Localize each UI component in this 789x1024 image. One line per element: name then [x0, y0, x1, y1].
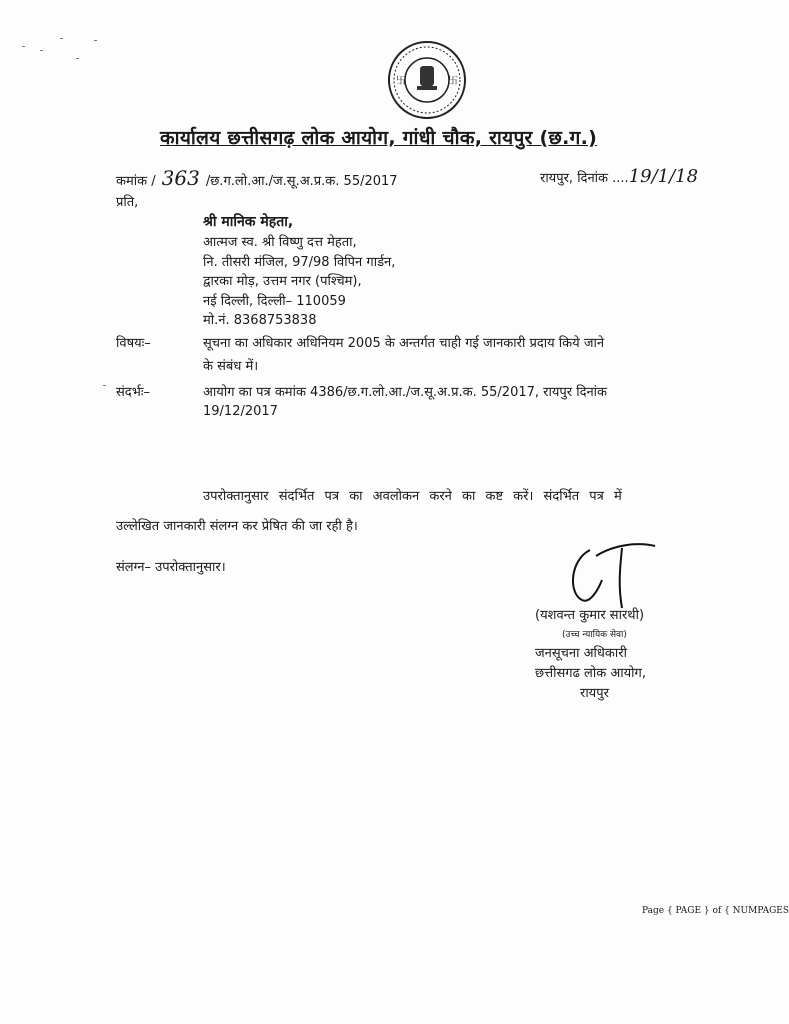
subject-label: विषयः– — [116, 336, 151, 351]
signatory-city: रायपुर — [580, 686, 609, 701]
svg-text:卐: 卐 — [396, 76, 406, 87]
commission-seal — [387, 40, 467, 120]
subject-line-1: सूचना का अधिकार अधिनियम 2005 के अन्तर्गत चाही गई जानकारी प्रदाय किये जाने — [203, 336, 605, 351]
signatory-organization: छत्तीसगढ लोक आयोग, — [535, 666, 646, 681]
recipient-line: मो.नं. 8368753838 — [203, 313, 317, 328]
recipient-name: श्री मानिक मेहता, — [203, 214, 294, 230]
page-footer: Page { PAGE } of { NUMPAGES — [642, 906, 789, 916]
svg-text:卐: 卐 — [448, 76, 458, 87]
recipient-line: नि. तीसरी मंजिल, 97/98 विपिन गार्डन, — [203, 255, 396, 270]
body-line-2: उल्लेखित जानकारी संलग्न कर प्रेषित की जा रही है। — [116, 519, 358, 534]
recipient-line: द्वारका मोड़, उत्तम नगर (पश्चिम), — [203, 274, 362, 289]
reference-line-1: आयोग का पत्र कमांक 4386/छ.ग.लो.आ./ज.सू.अ.प्र.क. 55/2017, रायपुर दिनांक — [203, 385, 608, 400]
signatory-service: (उच्च न्यायिक सेवा) — [562, 630, 627, 640]
reference-line-2: 19/12/2017 — [203, 404, 278, 419]
signatory-name: (यशवन्त कुमार सारथी) — [535, 608, 645, 623]
body-line-1: उपरोक्तानुसार संदर्भित पत्र का अवलोकन करने का कष्ट करें। संदर्भित पत्र में — [203, 489, 622, 504]
enclosure: संलग्न– उपरोक्तानुसार। — [116, 560, 226, 575]
date-line — [540, 166, 698, 187]
office-title: कार्यालय छत्तीसगढ़ लोक आयोग, गांधी चौक, रायपुर (छ.ग.) — [160, 127, 598, 149]
kramank-suffix: /छ.ग.लो.आ./ज.सू.अ.प्र.क. 55/2017 — [205, 174, 398, 189]
signatory-designation: जनसूचना अधिकारी — [535, 646, 627, 661]
date-value: 19/1/18 — [628, 166, 699, 187]
prati-label: प्रति, — [116, 195, 139, 210]
date-label: रायपुर, दिनांक .... — [540, 171, 629, 186]
kramank-label: कमांक / — [116, 174, 156, 189]
reference-label: संदर्भः– — [116, 385, 150, 400]
kramank-number: 363 — [161, 166, 200, 190]
recipient-line: आत्मज स्व. श्री विष्णु दत्त मेहता, — [203, 235, 357, 250]
subject-line-2: के संबंध में। — [203, 359, 259, 374]
kramank-line — [116, 166, 398, 190]
recipient-line: नई दिल्ली, दिल्ली– 110059 — [203, 294, 346, 309]
